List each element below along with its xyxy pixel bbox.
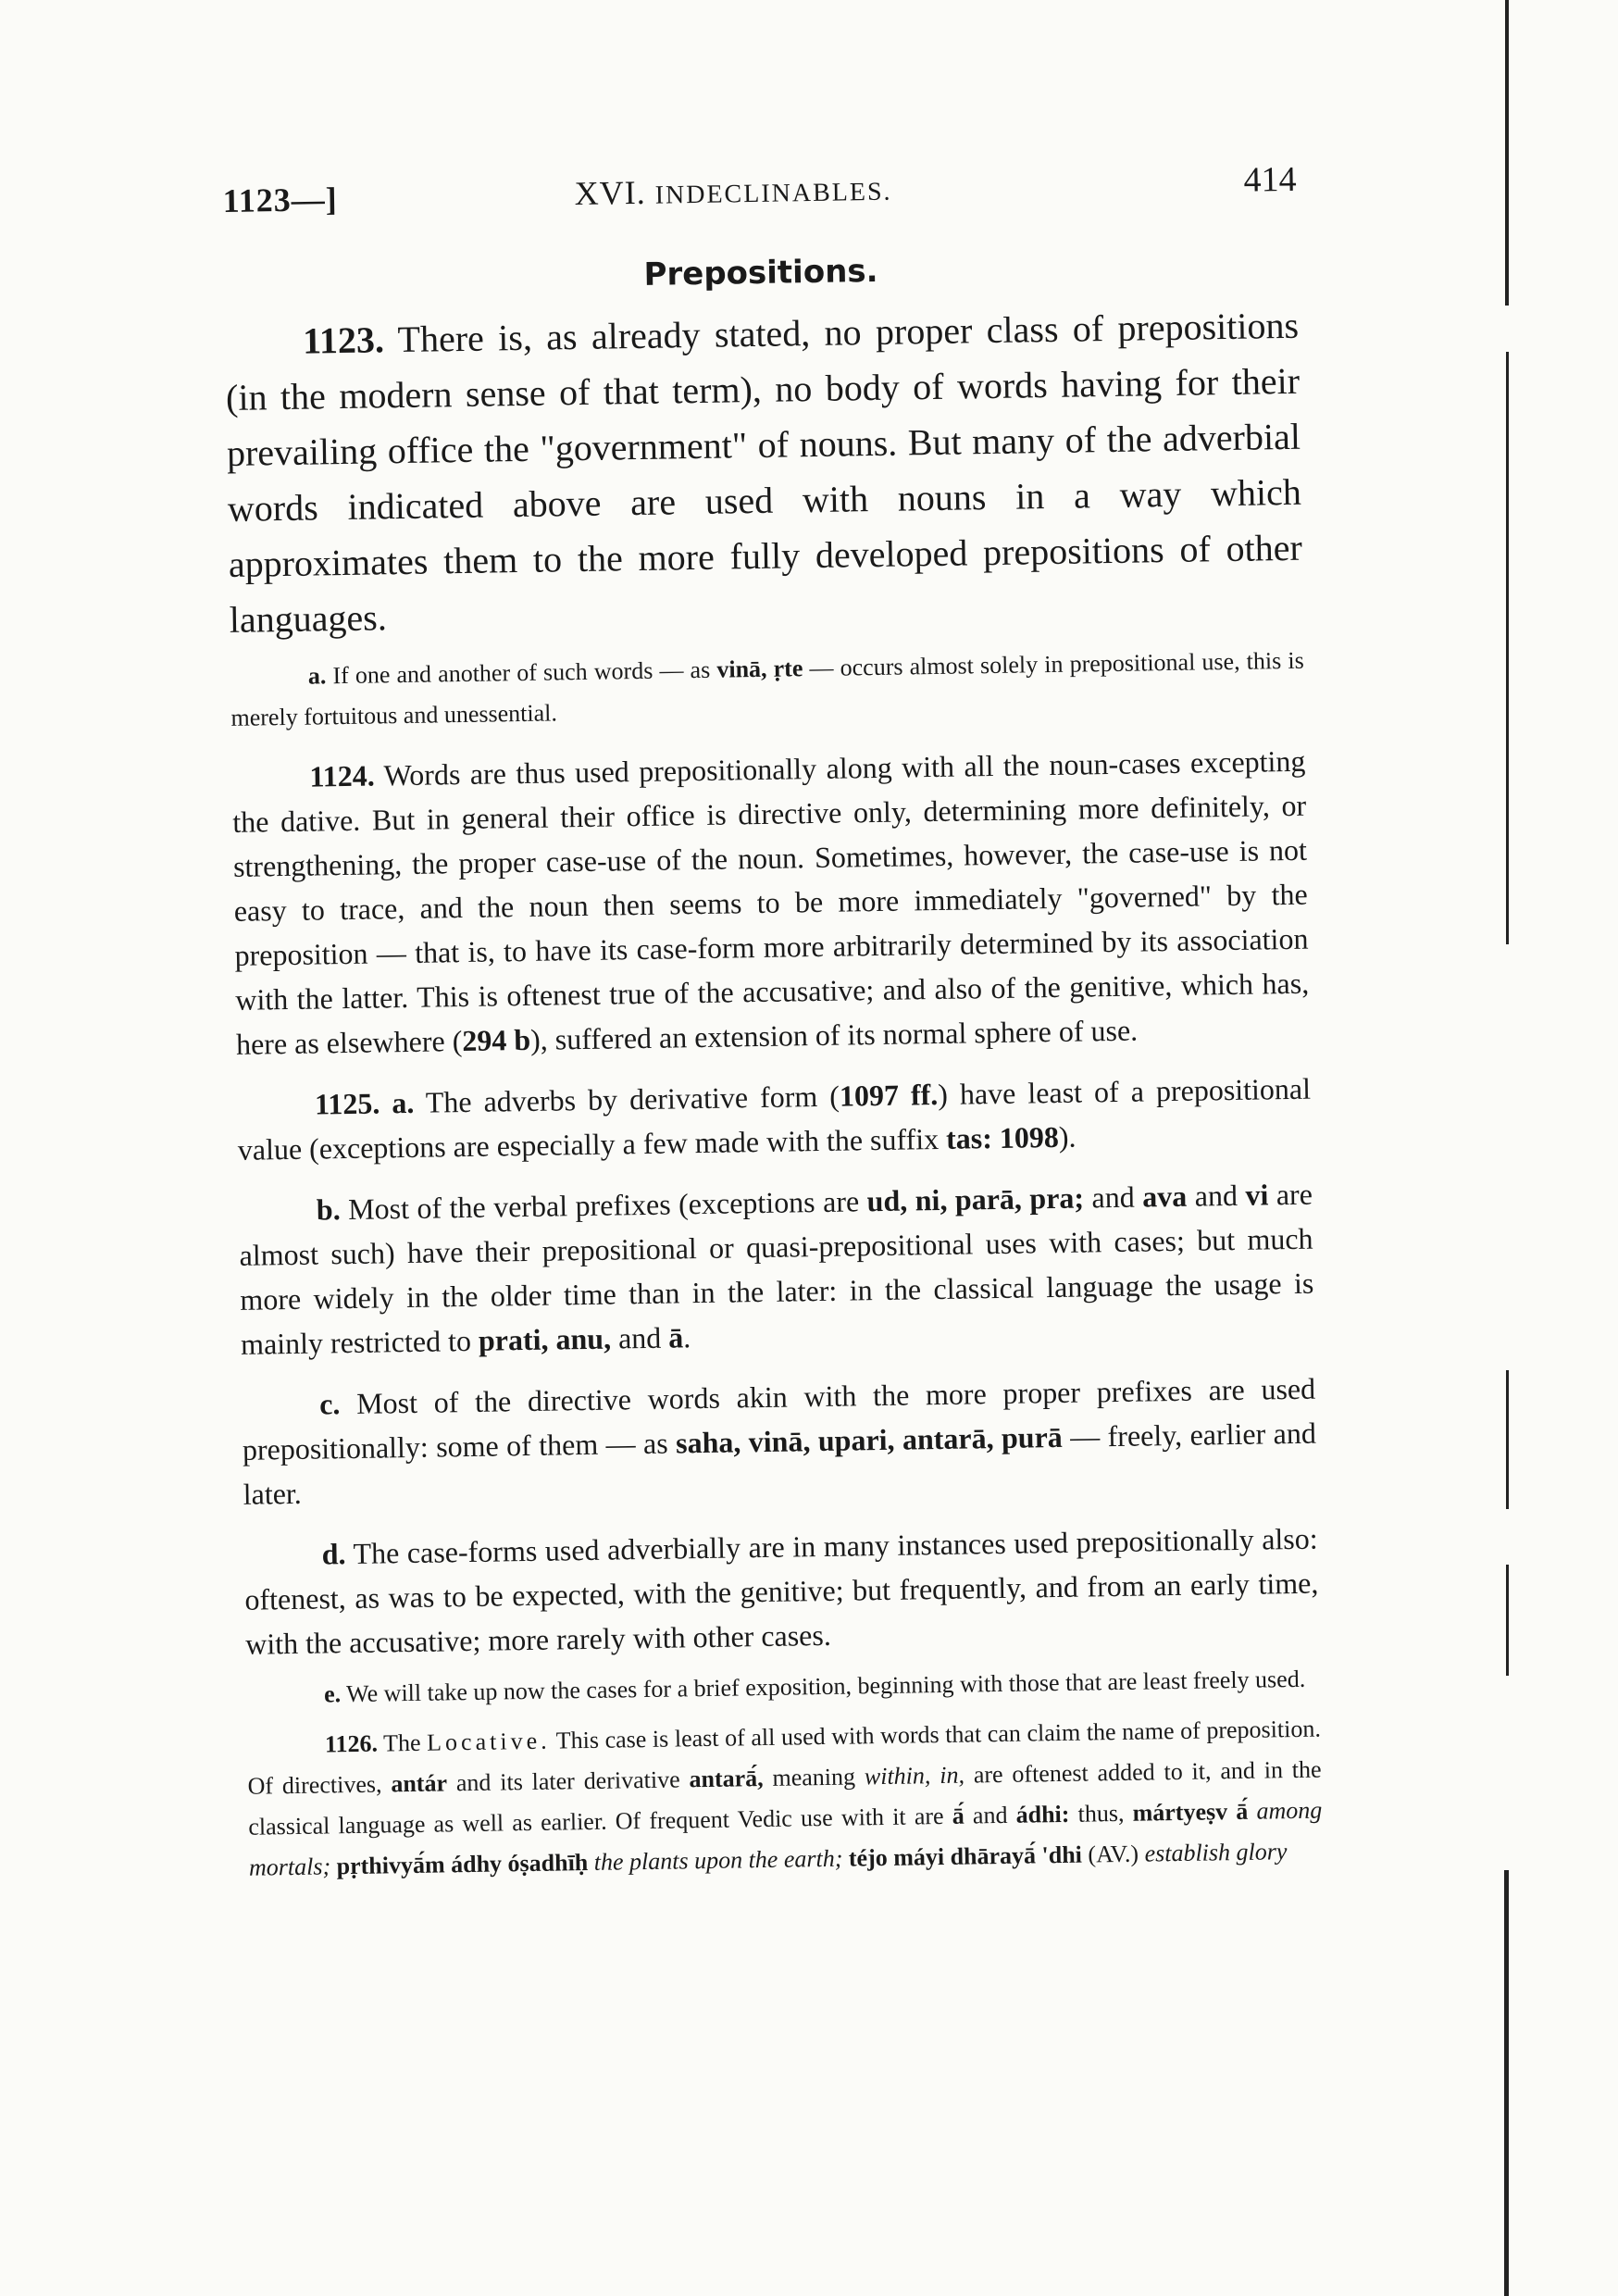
sanskrit-term: téjo máyi dhārayā́ 'dhi (848, 1841, 1083, 1872)
text-run: and its later derivative (455, 1766, 680, 1797)
translation: among mortals; (248, 1796, 1323, 1881)
text-run: This case is least of all used with words that can claim the name of preposition. Of directives, (247, 1715, 1322, 1800)
text-run: If one and another of such words — as (332, 655, 711, 690)
chapter-roman: XVI. (574, 173, 646, 213)
sub-label: d. (321, 1537, 346, 1571)
cross-reference: 1097 ff. (839, 1077, 939, 1113)
text-run: — freely, earlier and later. (243, 1416, 1317, 1511)
sanskrit-term: pṛthivyā́m ádhy óṣadhīḥ (336, 1849, 589, 1880)
sub-label: b. (316, 1192, 341, 1227)
sanskrit-term: vi (1245, 1178, 1269, 1212)
translation: establish glory (1144, 1838, 1288, 1867)
sub-label: c. (318, 1387, 341, 1421)
scan-edge-line (1506, 1370, 1509, 1509)
text-run: Words are thus used prepositionally along with all the noun-cases excepting the dative. But in general their office is directive only, determining more definitely, or strengthening, the proper case-use of the noun. Sometimes, however, the case-use is not easy to trace, and the noun then seems to be more immediately "governed" by the preposition — that is, to have its case-form more arbitrarily determined by its association with the latter. This is oftenest true of the accusative; and also of the genitive, which has, here as elsewhere ( (231, 743, 1310, 1061)
paragraph-number: 1124. (309, 758, 376, 793)
paragraph-number: 1123. (302, 318, 385, 362)
text-run: thus, (1077, 1799, 1125, 1828)
text-run: The (382, 1728, 421, 1757)
text-run: The adverbs by derivative form ( (425, 1079, 840, 1119)
case-name: Locative. (426, 1727, 551, 1756)
paragraph-1125c (242, 1366, 1317, 1516)
text-run: (AV.) (1088, 1840, 1139, 1868)
text-run: . (682, 1320, 691, 1354)
sanskrit-term: ā (667, 1320, 684, 1354)
sub-label: a. (392, 1085, 415, 1120)
translation: the plants upon the earth; (593, 1844, 843, 1876)
text-run: are oftenest added to it, and in the classical language as well as earlier. Of frequent Vedic use with it are (248, 1755, 1322, 1841)
sub-label: e. (323, 1680, 342, 1708)
text-run: Most of the directive words akin with the more proper prefixes are used prepositionally: some of them — as (242, 1371, 1316, 1466)
text-run: and (1194, 1178, 1238, 1213)
sanskrit-term: saha, vinā, upari, antarā, purā (675, 1419, 1064, 1460)
sanskrit-term: vinā, ṛte (716, 655, 803, 683)
chapter-heading (574, 169, 891, 213)
sanskrit-term: tas: 1098 (945, 1119, 1060, 1155)
chapter-title: INDECLINABLES. (654, 177, 892, 210)
text-run: meaning (772, 1763, 856, 1791)
text-run: ). (1058, 1119, 1077, 1154)
sanskrit-term: ā́ (952, 1802, 965, 1829)
translation: within, in, (864, 1761, 965, 1791)
text-run: — occurs almost solely in prepositional use, this is merely fortuitous and unessential. (230, 646, 1304, 731)
paragraph-text: There is, as already stated, no proper class of prepositions (in the modern sense of that term), no body of words having for their prevailing office the "government" of nouns. But many of the adverbial words indicated above are used with nouns in a way which approximates them to the more fully developed prepositions of other languages. (225, 304, 1303, 641)
text-run: and (1091, 1179, 1135, 1215)
section-reference: 1123—] (222, 181, 339, 219)
text-run: are almost such) have their prepositional or quasi-prepositional uses with cases; but much more widely in the older time than in the later: in the classical language the usage is mainly restricted to (239, 1177, 1314, 1361)
sanskrit-term: mártyeṣv ā́ (1132, 1797, 1249, 1827)
sanskrit-term: ádhi: (1015, 1800, 1070, 1828)
sanskrit-term: antarā́, (689, 1765, 764, 1793)
scan-edge-line (1506, 352, 1509, 944)
paragraph-number: 1126. (324, 1729, 379, 1758)
text-run: ) have least of a prepositional value (exceptions are especially a few made with the suffix (237, 1071, 1312, 1167)
sanskrit-term: ud, ni, parā, pra; (866, 1180, 1085, 1218)
paragraph-1126 (247, 1709, 1324, 1889)
sub-label: a. (307, 662, 327, 690)
sanskrit-term: antár (391, 1769, 448, 1798)
running-header (222, 141, 1297, 222)
section-title: Prepositions. (643, 252, 878, 293)
page-number: 414 (1243, 159, 1297, 200)
text-run: The case-forms used adverbially are in many instances used prepositionally also: oftenest, as was to be expected, with the genitive; but frequently, and from an early time, with the accusative; more rarely with other cases. (244, 1521, 1319, 1661)
text-run: ), suffered an extension of its normal sphere of use. (529, 1013, 1139, 1056)
paragraph-1125b (238, 1172, 1314, 1366)
sanskrit-term: prati, anu, (478, 1321, 612, 1357)
text-run: and (617, 1320, 662, 1355)
paragraph-1125e (246, 1659, 1321, 1716)
text-run: We will take up now the cases for a brief exposition, beginning with those that are least freely used. (345, 1665, 1306, 1708)
sanskrit-term: ava (1141, 1179, 1188, 1214)
paragraph-1123 (225, 298, 1304, 648)
paragraph-1125d (243, 1516, 1319, 1666)
paragraph-1124 (231, 739, 1310, 1067)
paragraph-1123a (230, 641, 1304, 739)
scan-edge-line (1506, 1565, 1509, 1676)
text-run: Most of the verbal prefixes (exceptions are (347, 1184, 860, 1226)
paragraph-1125a (237, 1067, 1312, 1172)
paragraph-number: 1125. (314, 1086, 380, 1121)
cross-reference: 294 b (462, 1022, 531, 1058)
scan-edge-line (1504, 1870, 1509, 2296)
text-run: and (972, 1801, 1008, 1829)
scan-edge-line (1505, 0, 1509, 306)
document-page (222, 141, 1323, 1889)
